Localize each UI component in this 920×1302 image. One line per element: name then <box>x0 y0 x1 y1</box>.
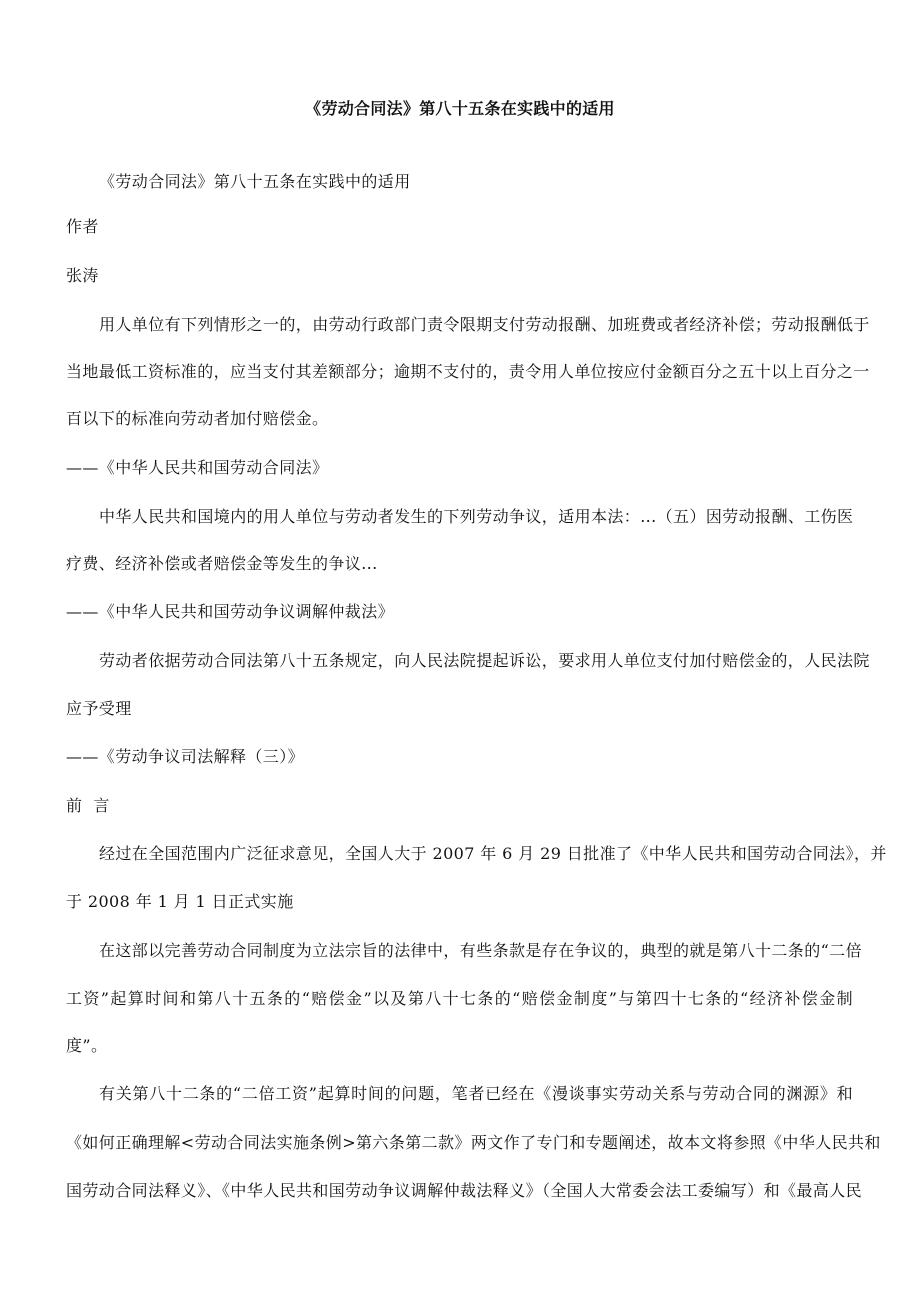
quote-source: ——《中华人民共和国劳动争议调解仲裁法》 <box>66 602 395 621</box>
document-title: 《劳动合同法》第八十五条在实践中的适用 <box>305 99 615 118</box>
paragraph-line: 疗费、经济补偿或者赔偿金等发生的争议... <box>66 554 378 573</box>
author-name: 张涛 <box>66 266 99 285</box>
author-label: 作者 <box>66 217 99 236</box>
paragraph-line: 《如何正确理解<劳动合同法实施条例>第六条第二款》两文作了专门和专题阐述，故本文将参照《中华人民共和 <box>66 1133 881 1152</box>
paragraph-line: 工资”起算时间和第八十五条的“赔偿金”以及第八十七条的“赔偿金制度”与第四十七条的“经济补偿金制 <box>66 989 853 1008</box>
paragraph-line: 经过在全国范围内广泛征求意见，全国人大于 2007 年 6 月 29 日批准了《中华人民共和国劳动合同法》，并 <box>99 844 887 863</box>
paragraph-line: 度”。 <box>66 1036 108 1055</box>
paragraph-line: 当地最低工资标准的，应当支付其差额部分；逾期不支付的，责令用人单位按应付金额百分之五十以上百分之一 <box>66 362 870 381</box>
subtitle-line: 《劳动合同法》第八十五条在实践中的适用 <box>99 172 411 191</box>
paragraph-line: 中华人民共和国境内的用人单位与劳动者发生的下列劳动争议，适用本法：...（五）因劳动报酬、工伤医 <box>99 507 854 526</box>
paragraph-line: 于 2008 年 1 月 1 日正式实施 <box>66 892 294 911</box>
paragraph-line: 百以下的标准向劳动者加付赔偿金。 <box>66 409 329 428</box>
quote-source: ——《劳动争议司法解释（三）》 <box>66 747 305 766</box>
paragraph-line: 有关第八十二条的“二倍工资”起算时间的问题，笔者已经在《漫谈事实劳动关系与劳动合同的渊源》和 <box>99 1084 853 1103</box>
paragraph-line: 国劳动合同法释义》、《中华人民共和国劳动争议调解仲裁法释义》（全国人大常委会法工委编写）和《最高人民 <box>66 1181 863 1200</box>
quote-source: ——《中华人民共和国劳动合同法》 <box>66 458 329 477</box>
section-heading: 前 言 <box>66 796 110 815</box>
paragraph-line: 在这部以完善劳动合同制度为立法宗旨的法律中，有些条款是存在争议的，典型的就是第八十二条的“二倍 <box>99 941 862 960</box>
paragraph-line: 用人单位有下列情形之一的，由劳动行政部门责令限期支付劳动报酬、加班费或者经济补偿；劳动报酬低于 <box>99 315 870 334</box>
paragraph-line: 劳动者依据劳动合同法第八十五条规定，向人民法院提起诉讼，要求用人单位支付加付赔偿金的，人民法院 <box>99 651 870 670</box>
paragraph-line: 应予受理 <box>66 699 132 718</box>
